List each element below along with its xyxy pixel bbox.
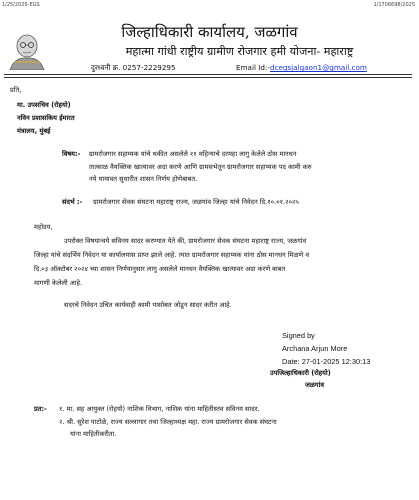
addressee-line1: मा. उपसचिव (रोहयो) bbox=[17, 101, 71, 109]
copy-label: प्रत:- bbox=[34, 405, 47, 413]
office-title: जिल्हाधिकारी कार्यालय, जळगांव bbox=[121, 23, 298, 41]
addressee-to: प्रति, bbox=[10, 86, 22, 94]
reference-label: संदर्भ :- bbox=[62, 198, 83, 206]
copy-item2-line1: २. श्री. सुरेश पाटोळे, राज्य सल्लागार तथा जिल्हाध्यक्ष महा. राज्य ग्रामरोजगार सेवक संघटना bbox=[59, 418, 277, 426]
subject-line1: ग्रामरोजगार सहाय्यक यांचे थकीत असलेले ११ महिन्याचे दरमहा लागु केलेले ठोस मानधन bbox=[89, 150, 297, 158]
header-divider bbox=[4, 74, 412, 75]
signer-place: जळगांव bbox=[305, 381, 324, 389]
body-para1-line1: उपरोक्त विषयान्वये सविनय सादर करण्यात येते की, ग्रामरोजगार सेवक संघटना महाराष्ट्र राज्य, जळगांव bbox=[64, 237, 307, 245]
addressee-line2: नविन प्रशासकिय ईमारत bbox=[17, 114, 75, 122]
copy-item2-line2: यांना माहितीकरीता. bbox=[70, 430, 117, 438]
body-para1-line2: जिल्हा यांचे संदर्भिय निवेदन या कार्यालयास प्राप्त झाले आहे. त्यात ग्रामरोजगार सहाय्यक यांना ठोस मानधन मिळणे व bbox=[34, 251, 309, 259]
phone-number: दुरध्वनी क्र. 0257-2229295 bbox=[91, 63, 176, 72]
reference-text: ग्रामरोजगार सेवक संघटना महाराष्ट्र राज्य, जळगांव जिल्हा यांचे निवेदन दि.१०.०१.२०२५ bbox=[93, 198, 299, 206]
signed-by: Signed by bbox=[282, 331, 315, 340]
email-row bbox=[236, 63, 367, 72]
signer-designation: उपजिल्हाधिकारी (रोहयो) bbox=[270, 369, 331, 377]
copy-item1: १. मा. सह आयुक्त (रोहयो) नाशिक विभाग, नाशिक यांना माहितीस्तव सविनय सादर. bbox=[59, 405, 260, 413]
ref-right: 1/1706698/2025 bbox=[373, 2, 415, 8]
body-para1-line3: दि.०३ ऑक्टोबर २०२४ च्या शासन निर्णयानुसार लागु असलेले मानधन वैयक्तिक खात्यावर अदा करणे बाबत bbox=[34, 265, 286, 273]
subject-line3: नये यायावत सुधारीत शासन निर्णय होणेबाबत. bbox=[89, 175, 198, 183]
salutation: महोदय, bbox=[34, 223, 53, 231]
header-divider-2 bbox=[4, 77, 412, 78]
subject-label: विषय:- bbox=[62, 150, 81, 158]
signer-name: Archana Arjun More bbox=[282, 344, 348, 353]
email-link[interactable]: dcegsjalgaon1@gmail.com bbox=[269, 63, 367, 72]
ref-left: 1/25/2025-EGS bbox=[2, 2, 40, 8]
subject-line2: तात्काळ वैयक्तिक खात्यावर अदा करणे आणि ग्रामसभेतून ग्रामरोजगार सहाय्यक पद कामी करु bbox=[89, 163, 312, 171]
signature-date: Date: 27-01-2025 12:30:13 bbox=[282, 357, 371, 366]
scheme-title: महात्मा गांधी राष्ट्रीय ग्रामीण रोजगार हमी योजना- महाराष्ट्र bbox=[125, 45, 354, 58]
body-para1-line4: मागणी केलेली आहे. bbox=[34, 279, 83, 287]
addressee-line3: मंत्रालय, मुंबई bbox=[17, 127, 51, 135]
body-para2: सदरचे निवेदन उचित कार्यवाही कामी यासोबत जोडून सादर करीत आहे. bbox=[64, 301, 232, 309]
email-label: Email Id:- bbox=[236, 63, 270, 72]
